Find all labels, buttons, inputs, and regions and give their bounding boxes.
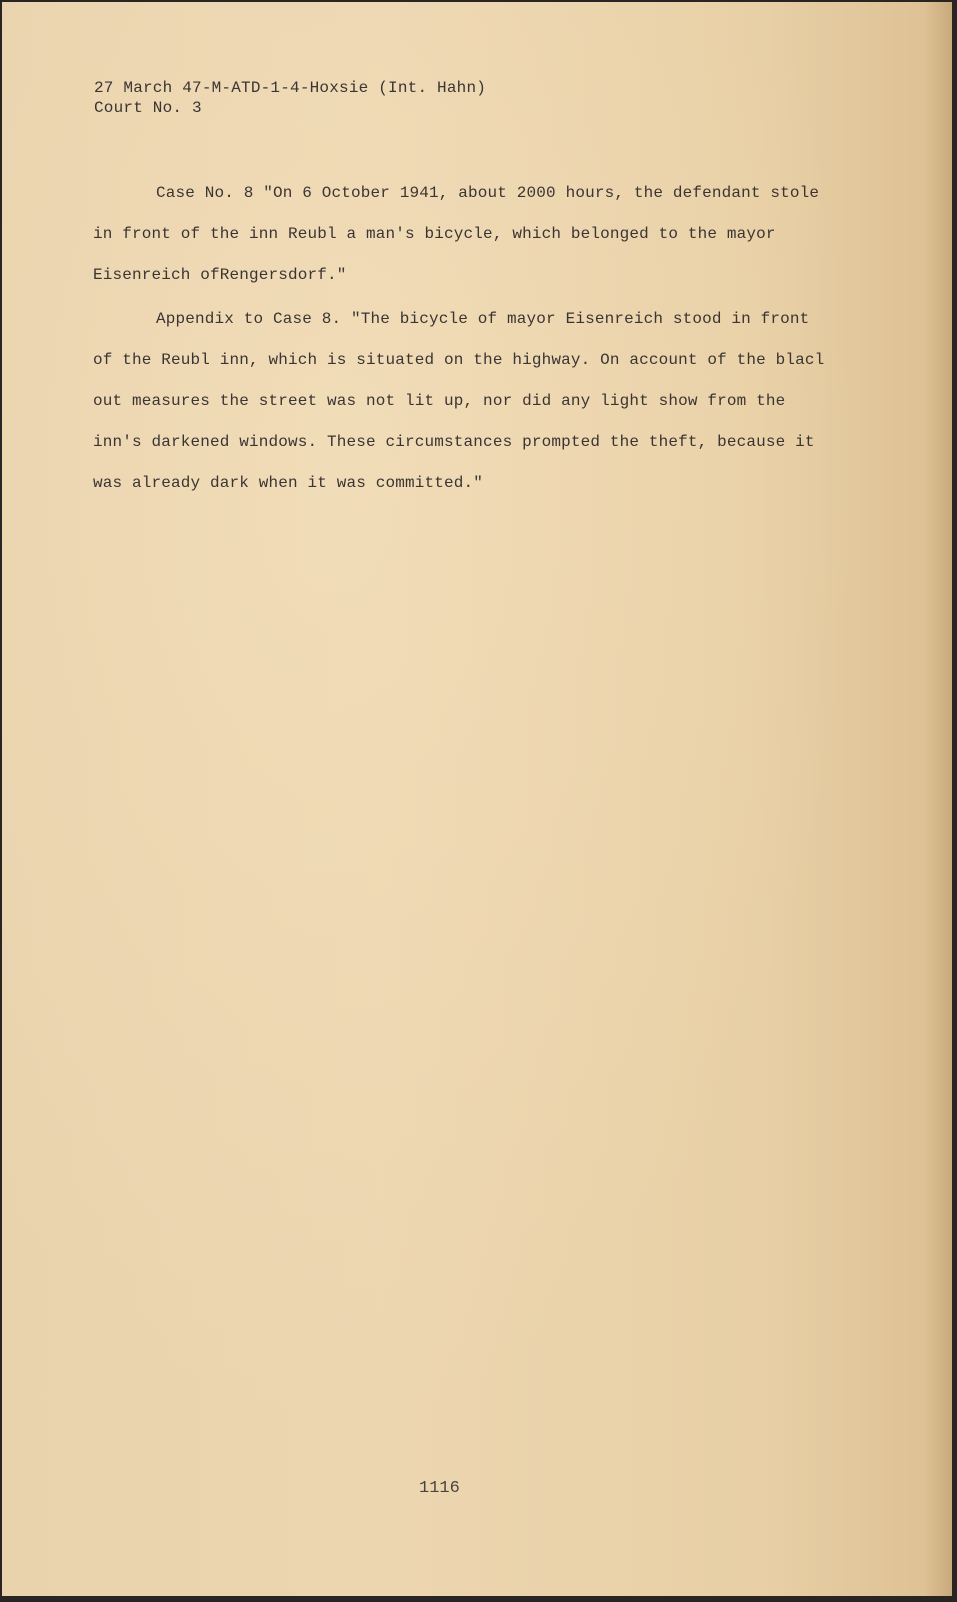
appendix-line: out measures the street was not lit up, nor did any light show from the (93, 392, 786, 410)
case-line: Case No. 8 "On 6 October 1941, about 2000 hours, the defendant stole (156, 184, 820, 202)
header-court-line: Court No. 3 (94, 99, 202, 117)
appendix-paragraph (93, 299, 853, 504)
appendix-line: was already dark when it was committed." (93, 474, 484, 492)
appendix-line: inn's darkened windows. These circumstances prompted the theft, because it (93, 433, 815, 451)
case-line: Eisenreich ofRengersdorf." (93, 266, 347, 284)
appendix-line: of the Reubl inn, which is situated on the highway. On account of the blacl (93, 351, 825, 369)
header-reference-line: 27 March 47-M-ATD-1-4-Hoxsie (Int. Hahn) (94, 79, 487, 97)
case-line: in front of the inn Reubl a man's bicycle, which belonged to the mayor (93, 225, 776, 243)
appendix-line: Appendix to Case 8. "The bicycle of mayor Eisenreich stood in front (156, 310, 810, 328)
page-number: 1116 (419, 1479, 460, 1498)
case-paragraph (93, 173, 853, 296)
document-page (2, 2, 952, 1596)
document-header (94, 78, 486, 118)
